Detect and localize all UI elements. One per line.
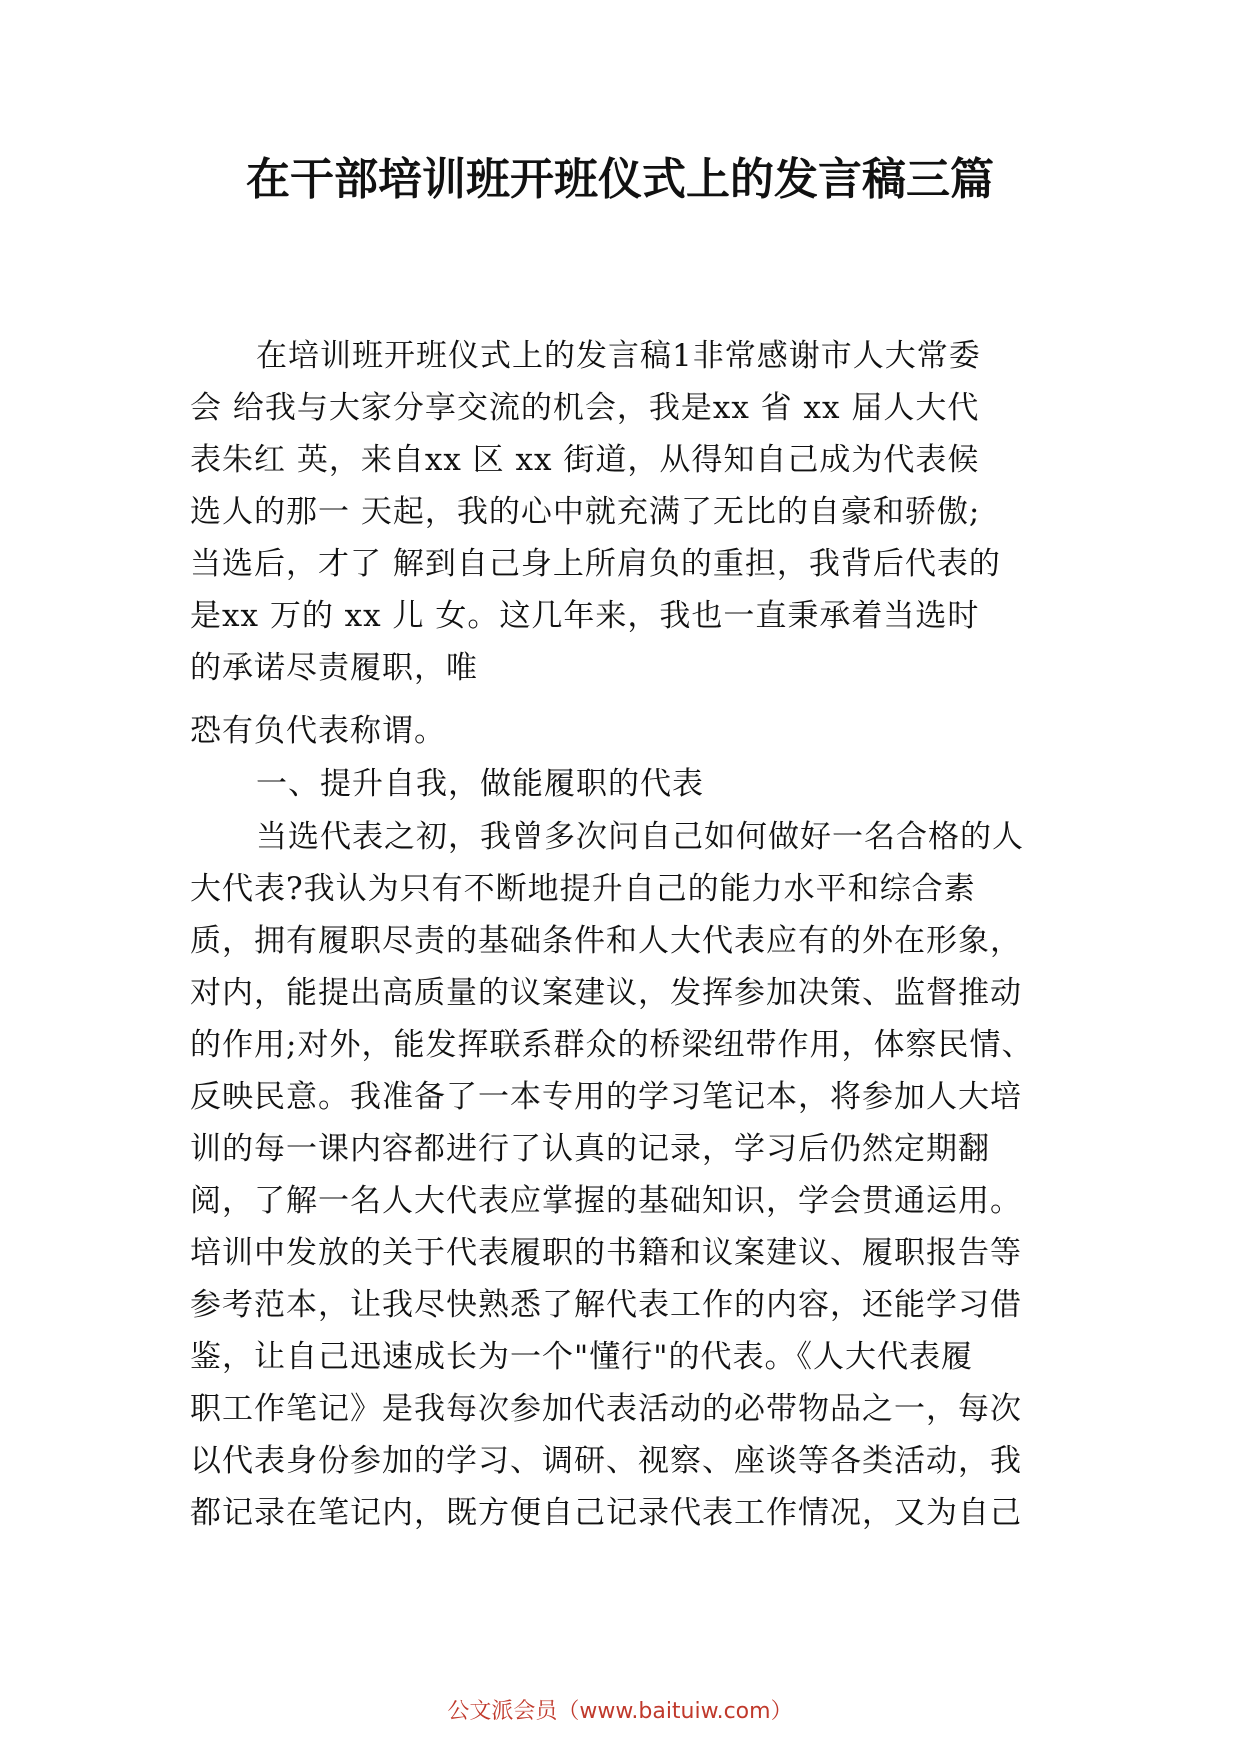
paragraph-line: 鉴，让自己迅速成长为一个"懂行"的代表。《人大代表履 (190, 1339, 974, 1375)
intro-paragraph-continuation: 恐有负代表称谓。 (190, 713, 446, 749)
paragraph-line: 当选代表之初，我曾多次问自己如何做好一名合格的人 (256, 819, 1024, 855)
paragraph-line: 阅，了解一名人大代表应掌握的基础知识，学会贯通运用。 (190, 1183, 1022, 1219)
document-title: 在干部培训班开班仪式上的发言稿三篇 (246, 154, 994, 205)
paragraph-line: 的承诺尽责履职，唯 (190, 650, 478, 686)
paragraph-line: 以代表身份参加的学习、调研、视察、座谈等各类活动，我 (190, 1443, 1022, 1479)
paragraph-line: 参考范本，让我尽快熟悉了解代表工作的内容，还能学习借 (190, 1287, 1022, 1323)
paragraph-line: 质，拥有履职尽责的基础条件和人大代表应有的外在形象， (190, 923, 1022, 959)
paragraph-line: 大代表?我认为只有不断地提升自己的能力水平和综合素 (190, 871, 976, 907)
paragraph-line: 训的每一课内容都进行了认真的记录，学习后仍然定期翻 (190, 1131, 990, 1167)
paragraph-line: 在培训班开班仪式上的发言稿1非常感谢市人大常委 (256, 338, 981, 374)
paragraph-line: 培训中发放的关于代表履职的书籍和议案建议、履职报告等 (190, 1235, 1022, 1271)
paragraph-line: 的作用;对外，能发挥联系群众的桥梁纽带作用，体察民情、 (190, 1027, 1034, 1063)
paragraph-line: 职工作笔记》是我每次参加代表活动的必带物品之一，每次 (190, 1391, 1022, 1427)
paragraph-line: 选人的那一 天起，我的心中就充满了无比的自豪和骄傲; (190, 494, 981, 530)
paragraph-line: 会 给我与大家分享交流的机会，我是xx 省 xx 届人大代 (190, 390, 980, 426)
paragraph-line: 表朱红 英，来自xx 区 xx 街道，从得知自己成为代表候 (190, 442, 980, 478)
paragraph-line: 当选后，才了 解到自己身上所肩负的重担，我背后代表的 (190, 546, 1001, 582)
paragraph-line: 是xx 万的 xx 儿 女。这几年来，我也一直秉承着当选时 (190, 598, 980, 634)
footer-watermark-link[interactable]: 公文派会员（www.baituiw.com） (447, 1699, 793, 1724)
body-paragraph (190, 811, 1050, 1539)
paragraph-line: 对内，能提出高质量的议案建议，发挥参加决策、监督推动 (190, 975, 1022, 1011)
section-heading: 一、提升自我，做能履职的代表 (256, 766, 704, 802)
paragraph-line: 都记录在笔记内，既方便自己记录代表工作情况，又为自己 (190, 1495, 1022, 1531)
paragraph-line: 反映民意。我准备了一本专用的学习笔记本，将参加人大培 (190, 1079, 1022, 1115)
intro-paragraph (190, 330, 1050, 700)
